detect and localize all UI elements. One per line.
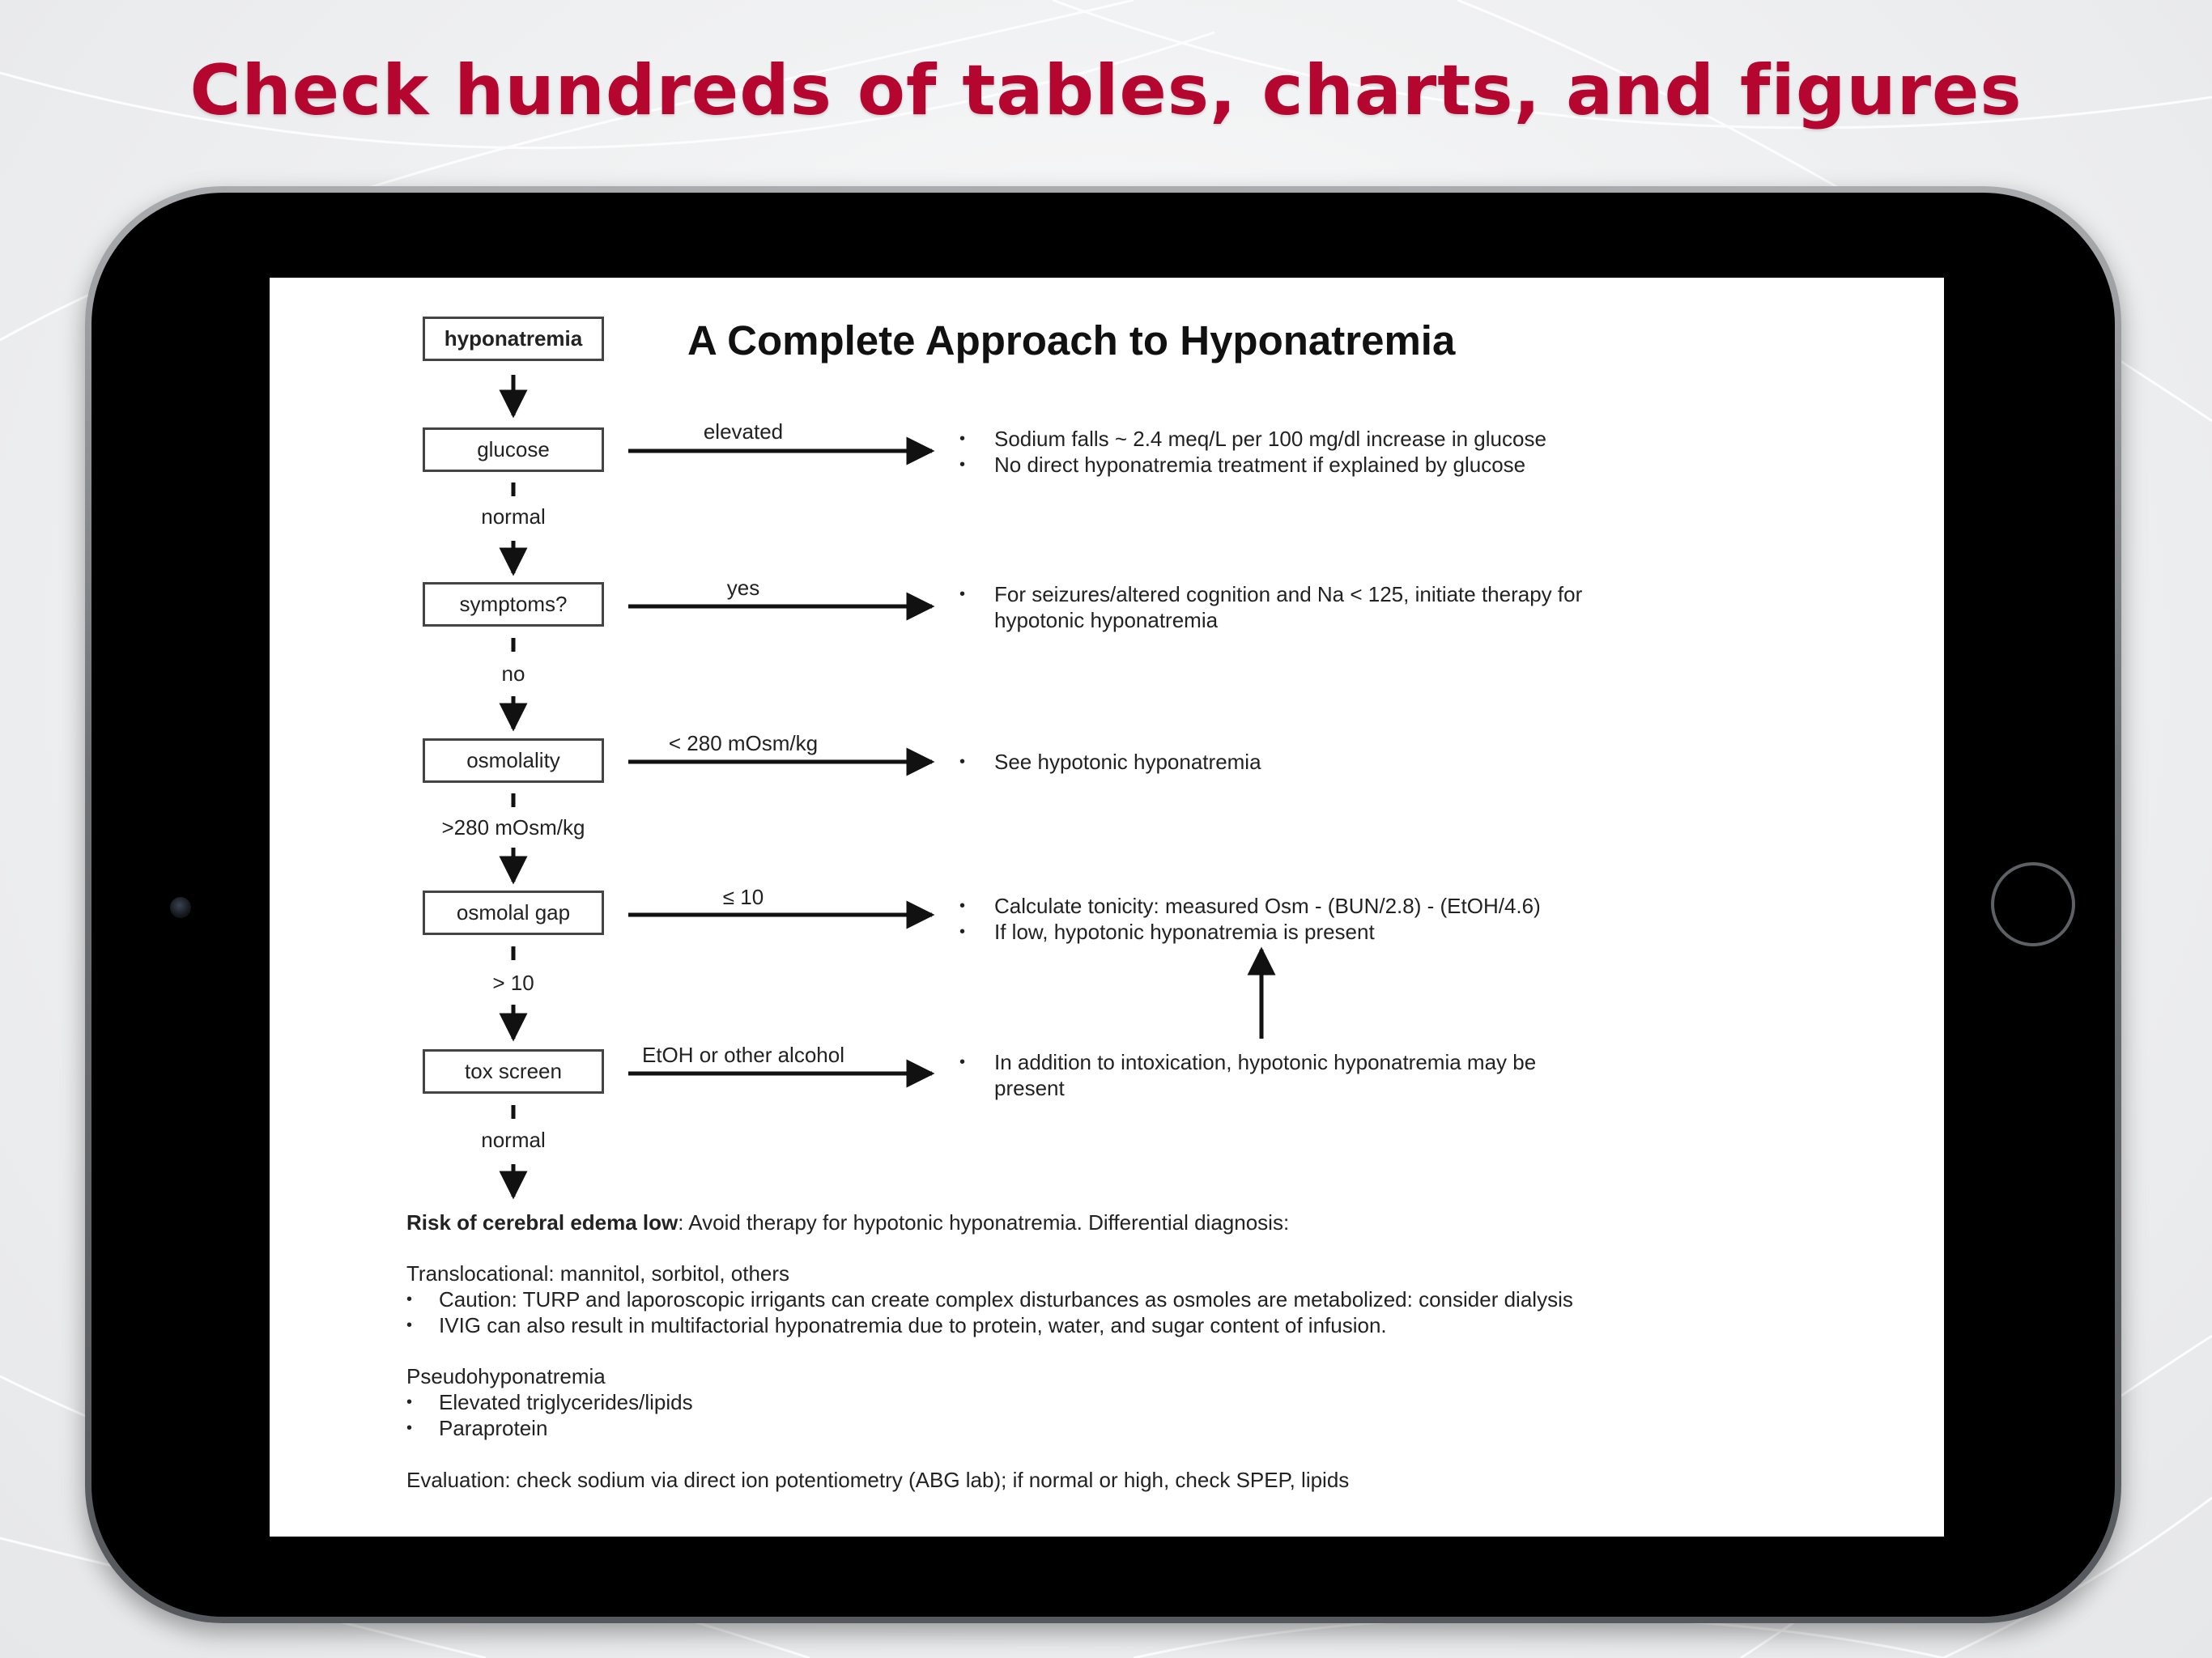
edge-label-low-osm: < 280 mOsm/kg — [668, 731, 819, 755]
translocational-item: • IVIG can also result in multifactorial hyponatremia due to protein, water, and sugar content of infusion. — [406, 1312, 1864, 1338]
home-button[interactable] — [1991, 862, 2075, 946]
translocational-section — [406, 1261, 1864, 1338]
result-osmolal-gap — [963, 893, 1610, 945]
pseudo-item: • Elevated triglycerides/lipids — [406, 1389, 1864, 1415]
pseudo-heading: Pseudohyponatremia — [406, 1364, 606, 1388]
figure-title: A Complete Approach to Hyponatremia — [687, 317, 1456, 363]
document-screen — [270, 278, 1944, 1537]
edge-label-gap-low: ≤ 10 — [722, 885, 764, 909]
result-item: • In addition to intoxication, hypotonic hyponatremia may be present — [963, 1049, 1578, 1101]
edge-label-yes: yes — [726, 576, 760, 600]
evaluation-line: Evaluation: check sodium via direct ion potentiometry (ABG lab); if normal or high, check SPEP, lipids — [406, 1468, 1350, 1492]
result-tox-screen — [963, 1049, 1578, 1101]
result-osmolality — [963, 749, 1610, 775]
marketing-headline: Check hundreds of tables, charts, and figures — [189, 50, 2023, 131]
result-symptoms — [963, 581, 1594, 633]
result-item: • Calculate tonicity: measured Osm - (BUN/2.8) - (EtOH/4.6) — [963, 893, 1610, 919]
node-osmolality: osmolality — [423, 738, 604, 783]
label-glucose-normal: normal — [481, 504, 546, 529]
pseudo-section — [406, 1363, 1864, 1441]
label-gap-high: > 10 — [492, 971, 534, 995]
result-item: • If low, hypotonic hyponatremia is present — [963, 919, 1610, 945]
translocational-item: • Caution: TURP and laporoscopic irrigants can create complex disturbances as osmoles are metabolized: consider dialysis — [406, 1286, 1864, 1312]
node-glucose: glucose — [423, 427, 604, 472]
node-symptoms: symptoms? — [423, 582, 604, 627]
risk-statement — [406, 1209, 1864, 1235]
result-item: • No direct hyponatremia treatment if explained by glucose — [963, 452, 1610, 478]
risk-rest: : Avoid therapy for hypotonic hyponatremia. Differential diagnosis: — [678, 1210, 1290, 1235]
edge-label-alcohol: EtOH or other alcohol — [641, 1043, 844, 1067]
result-item: • See hypotonic hyponatremia — [963, 749, 1610, 775]
result-item: • For seizures/altered cognition and Na < 125, initiate therapy for hypotonic hyponatremia — [963, 581, 1594, 633]
label-osmolality-high: >280 mOsm/kg — [441, 815, 585, 840]
node-hyponatremia: hyponatremia — [423, 317, 604, 361]
node-tox-screen: tox screen — [423, 1049, 604, 1094]
node-osmolal-gap: osmolal gap — [423, 891, 604, 935]
result-glucose — [963, 426, 1610, 478]
label-tox-normal: normal — [481, 1128, 546, 1152]
risk-bold: Risk of cerebral edema low — [406, 1210, 678, 1235]
edge-label-elevated: elevated — [703, 419, 784, 444]
pseudo-item: • Paraprotein — [406, 1415, 1864, 1441]
label-symptoms-no: no — [501, 661, 525, 686]
result-item: • Sodium falls ~ 2.4 meq/L per 100 mg/dl increase in glucose — [963, 426, 1610, 452]
translocational-heading: Translocational: mannitol, sorbitol, others — [406, 1261, 790, 1286]
camera-icon — [170, 897, 191, 918]
